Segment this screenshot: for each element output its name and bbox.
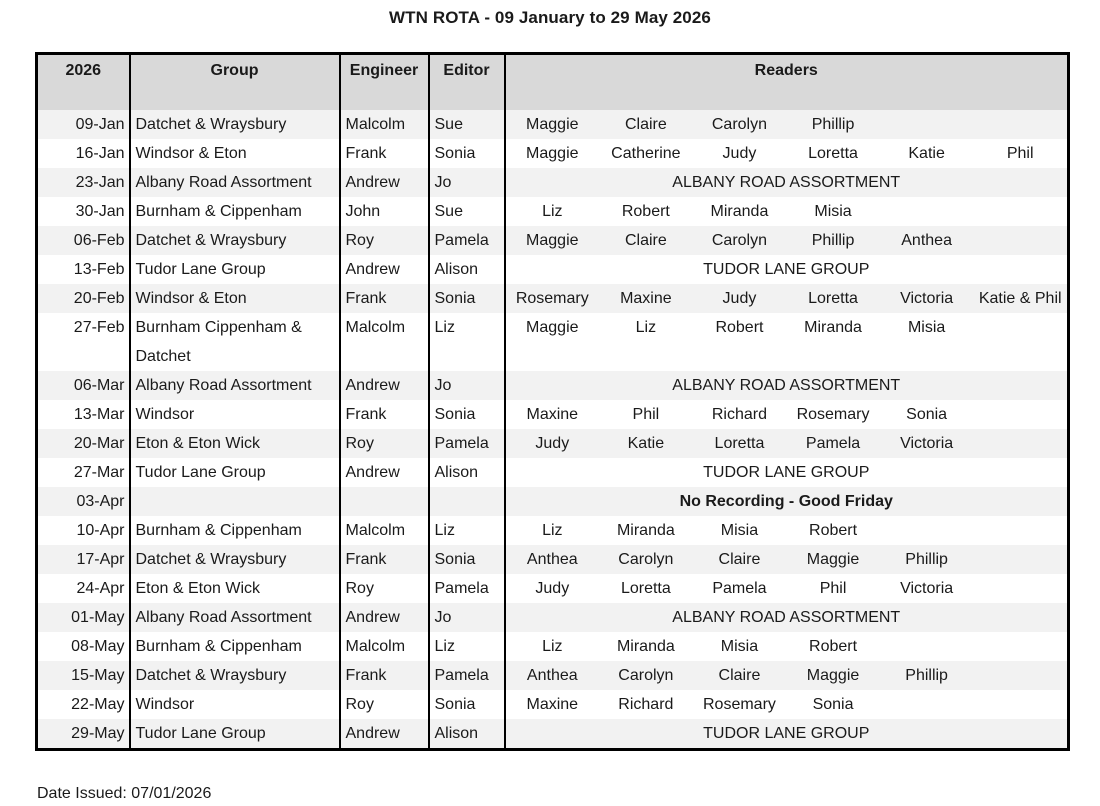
readers-list [506,516,1068,545]
reader-name: Loretta [620,579,671,597]
readers-cell [505,661,1069,690]
readers-banner: TUDOR LANE GROUP [703,260,870,278]
editor-cell: Sue [429,110,505,139]
date-cell: 15-May [37,661,130,690]
readers-cell [505,168,1069,197]
reader-name: Judy [722,289,757,307]
engineer-cell: Roy [340,226,429,255]
rota-row [37,110,1069,139]
engineer-cell: Malcolm [340,632,429,661]
reader-name: Richard [618,695,674,713]
reader-name: Loretta [808,289,858,307]
editor-cell: Sonia [429,690,505,719]
reader-name [973,632,1067,661]
reader-name: Katie & Phil [978,289,1062,307]
rota-row [37,197,1069,226]
reader-name: Claire [624,115,667,133]
readers-banner: No Recording - Good Friday [679,492,893,510]
rota-row [37,168,1069,197]
engineer-cell: Frank [340,545,429,574]
reader-name: Maggie [806,666,860,684]
readers-cell [505,313,1069,371]
reader-name [973,690,1067,719]
readers-cell [505,632,1069,661]
readers-cell [505,458,1069,487]
engineer-cell: Malcolm [340,516,429,545]
readers-cell [505,197,1069,226]
reader-name: Phillip [811,231,855,249]
engineer-cell: Frank [340,284,429,313]
reader-name: Robert [809,521,858,539]
group-cell: Datchet & Wraysbury [130,661,340,690]
readers-banner: ALBANY ROAD ASSORTMENT [672,173,901,191]
date-cell: 27-Feb [37,313,130,371]
group-cell [130,487,340,516]
group-cell: Datchet & Wraysbury [130,545,340,574]
rota-row [37,574,1069,603]
reader-name: Maggie [526,231,579,249]
readers-cell [505,603,1069,632]
engineer-cell: John [340,197,429,226]
reader-name [880,516,974,545]
reader-name: Phillip [905,666,948,684]
editor-cell: Jo [429,603,505,632]
editor-cell: Pamela [429,226,505,255]
engineer-cell: Andrew [340,603,429,632]
reader-name: Sonia [812,695,854,713]
editor-cell: Pamela [429,574,505,603]
readers-list [506,574,1068,603]
rota-row [37,139,1069,168]
reader-name [880,110,974,139]
date-cell: 03-Apr [37,487,130,516]
editor-cell: Sonia [429,284,505,313]
readers-list [506,400,1068,429]
reader-name: Judy [722,144,757,162]
reader-name [973,400,1067,429]
reader-name: Miranda [710,202,769,220]
group-cell: Burnham & Cippenham [130,197,340,226]
reader-name: Phil [632,405,660,423]
date-cell: 17-Apr [37,545,130,574]
editor-cell: Pamela [429,661,505,690]
editor-cell: Pamela [429,429,505,458]
reader-name: Phil [819,579,847,597]
engineer-cell: Andrew [340,458,429,487]
date-issued: Date Issued: 07/01/2026 [37,784,212,802]
reader-name: Maxine [620,289,672,307]
reader-name: Liz [542,202,563,220]
readers-cell [505,719,1069,750]
readers-cell [505,255,1069,284]
reader-name [973,429,1067,458]
group-cell: Windsor & Eton [130,284,340,313]
engineer-cell: Malcolm [340,313,429,371]
reader-name: Robert [621,202,670,220]
date-cell: 20-Feb [37,284,130,313]
reader-name [973,226,1067,255]
readers-list [506,661,1068,690]
readers-cell [505,516,1069,545]
rota-row [37,661,1069,690]
reader-name: Carolyn [711,231,768,249]
reader-name: Catherine [611,144,681,162]
readers-list [506,429,1068,458]
rota-row [37,226,1069,255]
date-cell: 08-May [37,632,130,661]
reader-name: Katie [627,434,665,452]
reader-name: Claire [718,550,761,568]
reader-name: Maxine [526,695,579,713]
rota-row [37,719,1069,750]
reader-name: Maxine [526,405,579,423]
reader-name: Anthea [526,666,578,684]
engineer-cell: Malcolm [340,110,429,139]
group-cell: Albany Road Assortment [130,603,340,632]
group-cell: Windsor & Eton [130,139,340,168]
reader-name: Judy [535,434,570,452]
reader-name: Victoria [900,289,954,307]
group-cell: Tudor Lane Group [130,458,340,487]
readers-banner: TUDOR LANE GROUP [703,463,870,481]
reader-name: Richard [711,405,768,423]
readers-banner: ALBANY ROAD ASSORTMENT [672,608,901,626]
header-group: Group [130,54,340,110]
group-cell: Burnham Cippenham & Datchet [130,313,340,371]
rota-row [37,545,1069,574]
readers-cell [505,487,1069,516]
readers-cell [505,139,1069,168]
engineer-cell: Roy [340,429,429,458]
readers-cell [505,400,1069,429]
editor-cell: Jo [429,168,505,197]
rota-row [37,429,1069,458]
reader-name: Misia [814,202,852,220]
readers-banner: TUDOR LANE GROUP [703,724,870,742]
rota-row [37,313,1069,371]
editor-cell: Sonia [429,400,505,429]
readers-cell [505,690,1069,719]
editor-cell [429,487,505,516]
reader-name: Rosemary [703,695,776,713]
readers-list [506,226,1068,255]
engineer-cell: Andrew [340,168,429,197]
reader-name: Rosemary [515,289,589,307]
reader-name: Phillip [905,550,948,568]
rota-row [37,632,1069,661]
date-cell: 01-May [37,603,130,632]
engineer-cell: Andrew [340,255,429,284]
reader-name: Misia [907,318,946,336]
editor-cell: Liz [429,516,505,545]
group-cell: Eton & Eton Wick [130,429,340,458]
reader-name: Miranda [616,637,675,655]
reader-name: Phil [1006,144,1034,162]
editor-cell: Sue [429,197,505,226]
reader-name: Anthea [901,231,952,249]
readers-cell [505,284,1069,313]
reader-name: Miranda [804,318,862,336]
reader-name [973,313,1067,342]
header-row [37,54,1069,110]
date-cell: 24-Apr [37,574,130,603]
editor-cell: Alison [429,719,505,750]
reader-name: Carolyn [618,550,674,568]
readers-cell [505,545,1069,574]
reader-name [880,632,974,661]
reader-name: Sonia [906,405,948,423]
reader-name: Carolyn [711,115,768,133]
readers-list [506,632,1068,661]
group-cell: Windsor [130,400,340,429]
reader-name: Loretta [808,144,858,162]
readers-list [506,110,1068,139]
reader-name [880,690,974,719]
date-cell: 23-Jan [37,168,130,197]
reader-name: Phillip [811,115,855,133]
reader-name: Judy [535,579,570,597]
group-cell: Eton & Eton Wick [130,574,340,603]
reader-name: Liz [542,637,563,655]
reader-name [973,516,1067,545]
rota-row [37,516,1069,545]
reader-name: Pamela [712,579,767,597]
reader-name: Maggie [526,318,579,336]
date-cell: 06-Feb [37,226,130,255]
header-year: 2026 [37,54,130,110]
reader-name: Misia [720,521,759,539]
reader-name: Misia [720,637,759,655]
date-cell: 22-May [37,690,130,719]
date-cell: 30-Jan [37,197,130,226]
readers-list [506,313,1068,342]
date-cell: 13-Mar [37,400,130,429]
rota-row [37,400,1069,429]
group-cell: Tudor Lane Group [130,255,340,284]
readers-cell [505,110,1069,139]
reader-name [973,110,1067,139]
editor-cell: Alison [429,458,505,487]
reader-name [880,197,974,226]
group-cell: Datchet & Wraysbury [130,226,340,255]
reader-name: Katie [908,144,945,162]
readers-list [506,139,1068,168]
reader-name: Maggie [526,115,579,133]
reader-name: Miranda [616,521,675,539]
reader-name [973,197,1067,226]
engineer-cell: Andrew [340,719,429,750]
group-cell: Albany Road Assortment [130,168,340,197]
engineer-cell [340,487,429,516]
header-editor: Editor [429,54,505,110]
engineer-cell: Andrew [340,371,429,400]
readers-cell [505,226,1069,255]
reader-name: Claire [718,666,761,684]
reader-name: Victoria [900,434,954,452]
reader-name: Robert [715,318,764,336]
group-cell: Burnham & Cippenham [130,632,340,661]
rota-table [35,52,1070,751]
group-cell: Tudor Lane Group [130,719,340,750]
date-cell: 13-Feb [37,255,130,284]
readers-cell [505,574,1069,603]
readers-cell [505,429,1069,458]
date-cell: 10-Apr [37,516,130,545]
reader-name: Liz [542,521,563,539]
reader-name: Anthea [526,550,578,568]
date-cell: 20-Mar [37,429,130,458]
editor-cell: Alison [429,255,505,284]
engineer-cell: Roy [340,690,429,719]
reader-name: Carolyn [618,666,674,684]
readers-cell [505,371,1069,400]
group-cell: Albany Road Assortment [130,371,340,400]
engineer-cell: Frank [340,139,429,168]
engineer-cell: Frank [340,400,429,429]
reader-name: Pamela [805,434,861,452]
editor-cell: Sonia [429,545,505,574]
reader-name: Maggie [806,550,860,568]
editor-cell: Sonia [429,139,505,168]
page-title: WTN ROTA - 09 January to 29 May 2026 [389,8,711,27]
rota-row [37,603,1069,632]
reader-name: Robert [809,637,858,655]
readers-banner: ALBANY ROAD ASSORTMENT [672,376,901,394]
date-cell: 29-May [37,719,130,750]
readers-list [506,690,1068,719]
reader-name [973,574,1067,603]
date-cell: 16-Jan [37,139,130,168]
date-cell: 09-Jan [37,110,130,139]
date-cell: 27-Mar [37,458,130,487]
group-cell: Datchet & Wraysbury [130,110,340,139]
readers-list [506,284,1068,313]
reader-name: Loretta [714,434,765,452]
readers-list [506,545,1068,574]
rota-row [37,255,1069,284]
rota-row [37,487,1069,516]
header-readers: Readers [505,54,1069,110]
editor-cell: Liz [429,632,505,661]
group-cell: Burnham & Cippenham [130,516,340,545]
group-cell: Windsor [130,690,340,719]
editor-cell: Jo [429,371,505,400]
reader-name: Claire [624,231,667,249]
rota-row [37,690,1069,719]
reader-name [973,661,1067,690]
engineer-cell: Roy [340,574,429,603]
engineer-cell: Frank [340,661,429,690]
readers-list [506,197,1068,226]
rota-row [37,371,1069,400]
reader-name: Victoria [900,579,954,597]
reader-name: Liz [635,318,657,336]
date-cell: 06-Mar [37,371,130,400]
reader-name [973,545,1067,574]
reader-name: Rosemary [796,405,870,423]
rota-row [37,284,1069,313]
editor-cell: Liz [429,313,505,371]
reader-name: Maggie [526,144,579,162]
rota-row [37,458,1069,487]
header-engineer: Engineer [340,54,429,110]
